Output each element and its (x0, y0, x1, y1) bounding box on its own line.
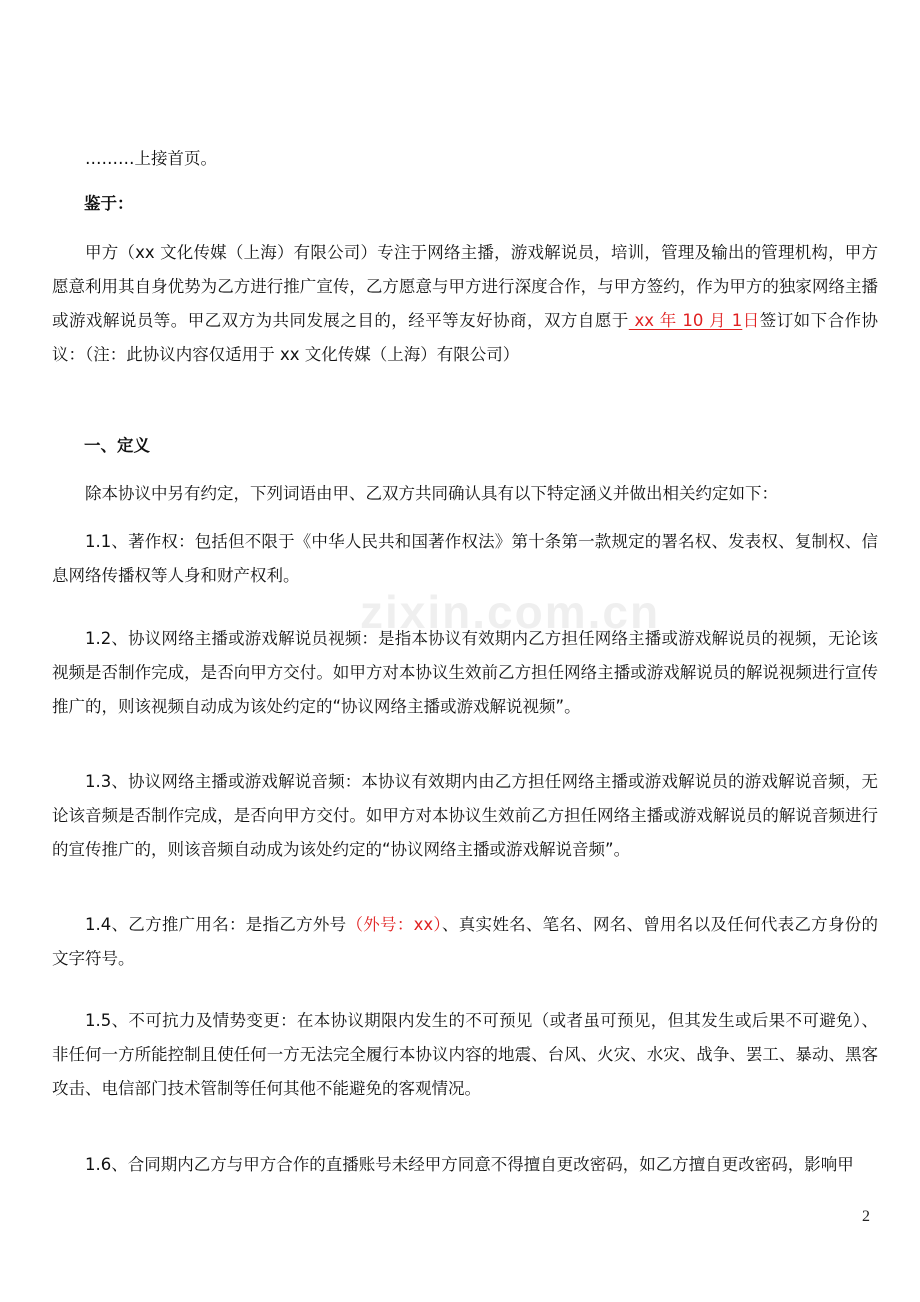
agreement-date: xx 年 10 月 1 (628, 311, 743, 330)
definitions-intro: 除本协议中另有约定，下列词语由甲、乙双方共同确认具有以下特定涵义并做出相关约定如下： (85, 484, 778, 503)
whereas-heading: 鉴于： (84, 194, 134, 213)
clause-1-4 (52, 908, 878, 976)
intro-text-b: 签订如下合作协议：（注：此协议内容仅适用于 xx 文化传媒（上海）有限公司） (52, 311, 879, 364)
clause-1-4-nickname: （外号：xx） (346, 915, 442, 934)
page-number: 2 (862, 1208, 870, 1225)
continuation-note: ………上接首页。 (85, 149, 217, 168)
intro-paragraph (52, 236, 878, 372)
clause-1-6: 1.6、合同期内乙方与甲方合作的直播账号未经甲方同意不得擅自更改密码，如乙方擅自更改密码，影响甲 (85, 1155, 854, 1174)
watermark: zixin.com.cn (360, 586, 661, 638)
clause-1-4-text-b: 、真实姓名、笔名、网名、曾用名以及任何代表乙方身份的文字符号。 (52, 915, 879, 968)
clause-1-2: 1.2、协议网络主播或游戏解说员视频：是指本协议有效期内乙方担任网络主播或游戏解说员的视频，无论该视频是否制作完成，是否向甲方交付。如甲方对本协议生效前乙方担任网络主播或游戏解说员的解说视频进行宣传推广的，则该视频自动成为该处约定的“协议网络主播或游戏解说视频”。 (52, 629, 878, 716)
agreement-date-day: 日 (742, 311, 760, 330)
clause-1-4-text-a: 1.4、乙方推广用名：是指乙方外号 (85, 915, 347, 934)
clause-1-5: 1.5、不可抗力及情势变更：在本协议期限内发生的不可预见（或者虽可预见，但其发生或后果不可避免）、非任何一方所能控制且使任何一方无法完全履行本协议内容的地震、台风、火灾、水灾、战争、罢工、暴动、黑客攻击、电信部门技术管制等任何其他不能避免的客观情况。 (52, 1011, 878, 1098)
clause-1-3: 1.3、协议网络主播或游戏解说音频：本协议有效期内由乙方担任网络主播或游戏解说员的游戏解说音频，无论该音频是否制作完成，是否向甲方交付。如甲方对本协议生效前乙方担任网络主播或游戏解说员的解说音频进行的宣传推广的，则该音频自动成为该处约定的“协议网络主播或游戏解说音频”。 (52, 772, 878, 859)
clause-1-1: 1.1、著作权：包括但不限于《中华人民共和国著作权法》第十条第一款规定的署名权、发表权、复制权、信息网络传播权等人身和财产权利。 (52, 532, 878, 585)
intro-text-a: 甲方（xx 文化传媒（上海）有限公司）专注于网络主播，游戏解说员，培训，管理及输出的管理机构，甲方愿意利用其自身优势为乙方进行推广宣传，乙方愿意与甲方进行深度合作，与甲方签约，作为甲方的独家网络主播或游戏解说员等。甲乙双方为共同发展之目的，经平等友好协商，双方自愿于 (52, 243, 878, 330)
section-heading-definitions: 一、定义 (84, 436, 150, 455)
